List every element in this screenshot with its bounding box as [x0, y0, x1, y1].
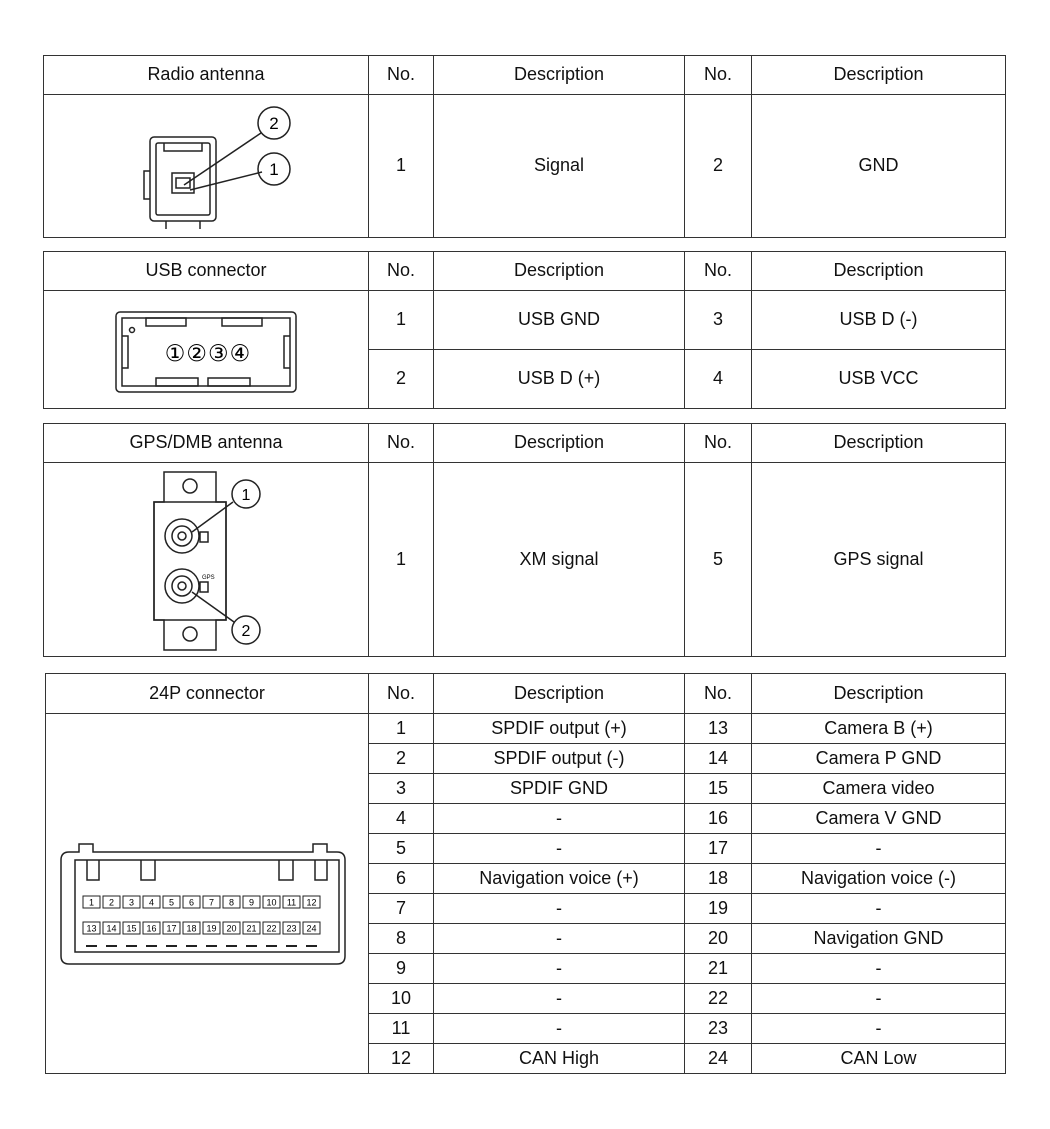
callout-1: 1	[241, 486, 251, 504]
pin-label: 6	[188, 897, 195, 907]
pin-label: 3	[128, 897, 135, 907]
pin-description: USB GND	[434, 291, 685, 350]
pin-description: Camera P GND	[752, 744, 1006, 774]
pin-no: 15	[685, 774, 752, 804]
gps-dmb-antenna-title: GPS/DMB antenna	[44, 424, 369, 463]
col-no-header: No.	[685, 56, 752, 95]
pin-label: 18	[186, 923, 197, 933]
pin-label: 10	[266, 897, 277, 907]
col-no-header: No.	[369, 424, 434, 463]
pin-no: 23	[685, 1014, 752, 1044]
col-description-header: Description	[434, 674, 685, 714]
pin-description: -	[752, 834, 1006, 864]
pin-no: 4	[369, 804, 434, 834]
pin-description: -	[434, 1014, 685, 1044]
pin-no: 2	[685, 95, 752, 238]
pin-no: 4	[685, 350, 752, 409]
pin-description: CAN Low	[752, 1044, 1006, 1074]
radio-antenna-title: Radio antenna	[44, 56, 369, 95]
connector-24p-table	[45, 673, 1006, 1074]
usb-connector-figure	[86, 300, 326, 400]
pin-label: 14	[106, 923, 117, 933]
pin-description: -	[434, 954, 685, 984]
pin-description: GPS signal	[752, 463, 1006, 657]
pin-description: GND	[752, 95, 1006, 238]
pin-description: Navigation GND	[752, 924, 1006, 954]
pin-description: SPDIF output (+)	[434, 714, 685, 744]
pin-no: 17	[685, 834, 752, 864]
pin-no: 1	[369, 714, 434, 744]
pin-row-top	[83, 896, 320, 908]
usb-pin-2: ②	[186, 340, 208, 367]
pin-no: 1	[369, 291, 434, 350]
connector-24p-diagram	[46, 714, 369, 1074]
col-no-header: No.	[369, 674, 434, 714]
usb-pin-4: ④	[229, 340, 252, 367]
gps-port-label: GPS	[202, 574, 215, 581]
pin-no: 8	[369, 924, 434, 954]
pin-no: 3	[369, 774, 434, 804]
pin-no: 11	[369, 1014, 434, 1044]
col-no-header: No.	[369, 56, 434, 95]
pin-no: 2	[369, 350, 434, 409]
callout-2: 2	[241, 622, 251, 640]
pin-no: 9	[369, 954, 434, 984]
pin-no: 12	[369, 1044, 434, 1074]
pin-description: USB VCC	[752, 350, 1006, 409]
pin-description: Camera V GND	[752, 804, 1006, 834]
pin-description: -	[434, 804, 685, 834]
gps-dmb-antenna-diagram	[44, 463, 369, 657]
callout-1: 1	[269, 159, 279, 179]
pin-label: 16	[146, 923, 157, 933]
pin-no: 18	[685, 864, 752, 894]
col-description-header: Description	[752, 56, 1006, 95]
pin-no: 5	[685, 463, 752, 657]
pin-label: 2	[108, 897, 115, 907]
pin-description: -	[434, 984, 685, 1014]
pin-label: 5	[168, 897, 175, 907]
pin-no: 1	[369, 463, 434, 657]
radio-antenna-table	[43, 55, 1006, 238]
pin-label: 9	[248, 897, 255, 907]
col-description-header: Description	[752, 674, 1006, 714]
usb-pin-1: ①	[164, 340, 187, 367]
pin-description: Navigation voice (+)	[434, 864, 685, 894]
pin-no: 3	[685, 291, 752, 350]
pin-description: -	[434, 834, 685, 864]
col-no-header: No.	[369, 252, 434, 291]
pin-description: USB D (-)	[752, 291, 1006, 350]
pin-label: 15	[126, 923, 137, 933]
connector-24p-title: 24P connector	[46, 674, 369, 714]
usb-connector-diagram	[44, 291, 369, 409]
pin-label: 8	[228, 897, 235, 907]
pin-label: 12	[306, 897, 317, 907]
pin-label: 21	[246, 923, 257, 933]
col-no-header: No.	[685, 674, 752, 714]
pin-label: 23	[286, 923, 297, 933]
pin-no: 5	[369, 834, 434, 864]
col-description-header: Description	[434, 252, 685, 291]
pin-label: 4	[148, 897, 155, 907]
pin-label: 17	[166, 923, 177, 933]
gps-dmb-antenna-table	[43, 423, 1006, 657]
pin-description: -	[752, 984, 1006, 1014]
col-description-header: Description	[434, 424, 685, 463]
pin-label: 20	[226, 923, 237, 933]
radio-antenna-diagram	[44, 95, 369, 238]
pin-row-bottom	[83, 922, 320, 934]
pin-label: 7	[208, 897, 215, 907]
pin-no: 2	[369, 744, 434, 774]
pin-no: 14	[685, 744, 752, 774]
callout-2: 2	[269, 113, 279, 133]
pin-description: -	[752, 954, 1006, 984]
pin-label: 22	[266, 923, 277, 933]
pin-description: XM signal	[434, 463, 685, 657]
pin-no: 13	[685, 714, 752, 744]
radio-antenna-connector-figure	[106, 99, 306, 234]
connector-24p-figure	[57, 814, 357, 974]
pin-label: 13	[86, 923, 97, 933]
pin-description: -	[752, 894, 1006, 924]
pin-description: CAN High	[434, 1044, 685, 1074]
pin-label: 19	[206, 923, 217, 933]
pin-description: SPDIF output (-)	[434, 744, 685, 774]
pin-no: 6	[369, 864, 434, 894]
col-description-header: Description	[752, 252, 1006, 291]
pin-no: 16	[685, 804, 752, 834]
pin-label: 1	[88, 897, 95, 907]
pin-no: 22	[685, 984, 752, 1014]
pin-description: SPDIF GND	[434, 774, 685, 804]
pin-label: 24	[306, 923, 317, 933]
col-description-header: Description	[434, 56, 685, 95]
usb-pin-3: ③	[208, 340, 230, 367]
pin-description: Navigation voice (-)	[752, 864, 1006, 894]
usb-pin-numbers	[165, 341, 252, 367]
pin-no: 20	[685, 924, 752, 954]
pin-no: 7	[369, 894, 434, 924]
pin-no: 1	[369, 95, 434, 238]
pin-no: 19	[685, 894, 752, 924]
col-description-header: Description	[752, 424, 1006, 463]
pin-description: Camera B (+)	[752, 714, 1006, 744]
pin-description: -	[752, 1014, 1006, 1044]
pin-no: 21	[685, 954, 752, 984]
pin-label: 11	[286, 897, 297, 907]
pin-description: -	[434, 924, 685, 954]
col-no-header: No.	[685, 252, 752, 291]
usb-connector-table	[43, 251, 1006, 409]
pin-description: -	[434, 894, 685, 924]
pin-no: 10	[369, 984, 434, 1014]
usb-connector-title: USB connector	[44, 252, 369, 291]
pin-no: 24	[685, 1044, 752, 1074]
gps-dmb-antenna-figure	[106, 466, 306, 654]
pin-description: Camera video	[752, 774, 1006, 804]
pin-description: Signal	[434, 95, 685, 238]
col-no-header: No.	[685, 424, 752, 463]
pin-description: USB D (+)	[434, 350, 685, 409]
